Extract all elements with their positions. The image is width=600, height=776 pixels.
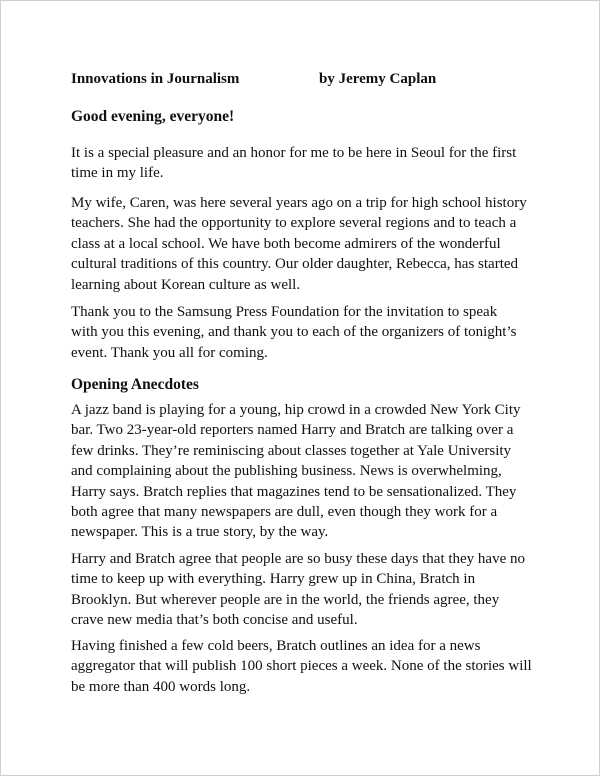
text-line: event. Thank you all for coming. [71,344,268,361]
greeting-heading: Good evening, everyone! [71,108,235,125]
text-line: Harry says. Bratch replies that magazines tend to be sensationalized. They [71,483,517,500]
document-title: Innovations in Journalism [71,71,240,87]
text-line: and complaining about the publishing business. News is overwhelming, [71,463,502,480]
anecdote-paragraph-1 [71,400,551,543]
anecdote-paragraph-2 [71,549,551,631]
text-line: few drinks. They’re reminiscing about classes together at Yale University [71,442,512,459]
anecdote-paragraph-3 [71,636,551,697]
text-line: time in my life. [71,165,164,182]
intro-paragraph-3 [71,302,551,363]
section-heading: Opening Anecdotes [71,376,199,393]
intro-paragraph-1 [71,143,551,184]
text-line: be more than 400 words long. [71,678,251,695]
text-line: class at a local school. We have both become admirers of the wonderful [71,235,501,252]
text-line: Harry and Bratch agree that people are so busy these days that they have no [71,551,525,567]
text-line: learning about Korean culture as well. [71,276,301,293]
text-line: teachers. She had the opportunity to explore several regions and to teach a [71,215,517,232]
text-line: Brooklyn. But wherever people are in the world, the friends agree, they [71,591,500,608]
text-line: aggregator that will publish 100 short pieces a week. None of the stories will [71,658,532,675]
text-line: A jazz band is playing for a young, hip crowd in a crowded New York City [71,402,521,418]
text-line: crave new media that’s both concise and useful. [71,612,358,629]
text-line: cultural traditions of this country. Our older daughter, Rebecca, has started [71,256,519,273]
text-line: time to keep up with everything. Harry grew up in China, Bratch in [71,571,476,588]
document-author: by Jeremy Caplan [319,71,437,87]
text-line: with you this evening, and thank you to each of the organizers of tonight’s [71,324,517,341]
text-line: My wife, Caren, was here several years ago on a trip for high school history [71,195,527,211]
intro-paragraph-2 [71,193,551,295]
text-line: It is a special pleasure and an honor for me to be here in Seoul for the first [71,145,517,161]
text-line: Thank you to the Samsung Press Foundation for the invitation to speak [71,304,498,320]
text-line: Having finished a few cold beers, Bratch outlines an idea for a news [71,638,481,654]
text-line: newspaper. This is a true story, by the way. [71,524,329,541]
text-line: bar. Two 23-year-old reporters named Harry and Bratch are talking over a [71,422,514,439]
text-line: both agree that many newspapers are dull, even though they work for a [71,504,498,521]
document-header [71,69,551,89]
